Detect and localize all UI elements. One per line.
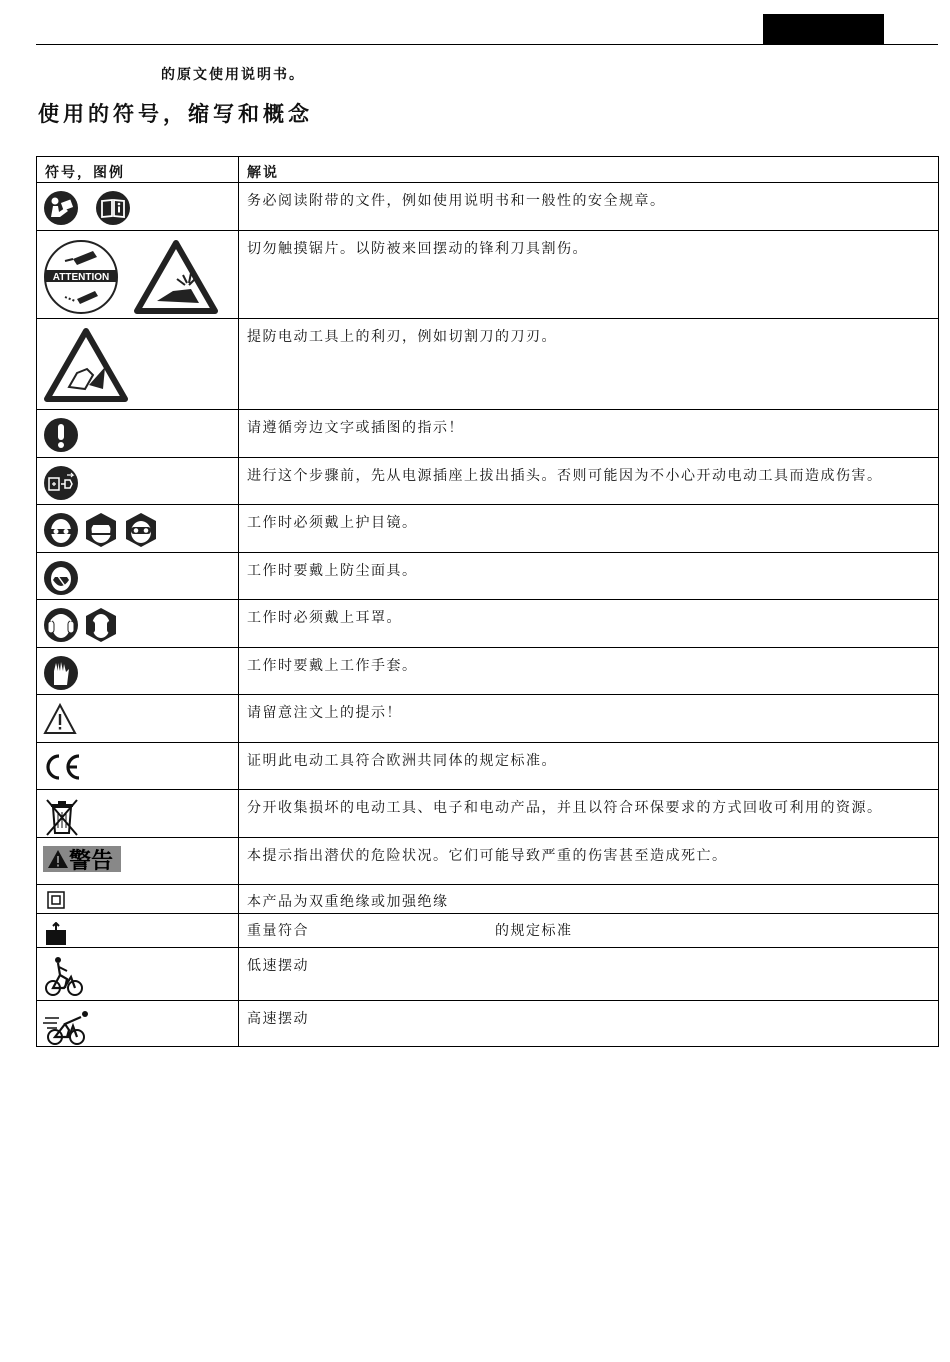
weight-icon bbox=[45, 922, 67, 946]
table-row bbox=[37, 695, 939, 743]
weight-desc-a: 重量符合 bbox=[247, 923, 309, 939]
table-row bbox=[37, 790, 939, 838]
symbols-table bbox=[36, 156, 939, 1047]
goggles-icon bbox=[123, 512, 159, 548]
header-black-bar bbox=[763, 14, 884, 44]
row-desc: 工作时必须戴上护目镜。 bbox=[239, 505, 939, 553]
blade-hazard-triangle-icon bbox=[133, 239, 219, 315]
row-desc: 进行这个步骤前，先从电源插座上拔出插头。否则可能因为不小心开动电动工具而造成伤害。 bbox=[239, 458, 939, 505]
ear-protection-icon bbox=[43, 607, 79, 643]
read-manual-person-icon bbox=[43, 190, 79, 226]
row-desc: 请留意注文上的提示！ bbox=[239, 695, 939, 743]
table-row bbox=[37, 553, 939, 600]
mandatory-exclamation-icon bbox=[43, 417, 79, 453]
row-desc: 本提示指出潜伏的危险状况。它们可能导致严重的伤害甚至造成死亡。 bbox=[239, 838, 939, 885]
table-row bbox=[37, 914, 939, 948]
row-desc: 务必阅读附带的文件，例如使用说明书和一般性的安全规章。 bbox=[239, 183, 939, 231]
weight-desc-b: 的规定标准 bbox=[495, 923, 573, 939]
weee-bin-icon bbox=[43, 797, 81, 837]
table-row bbox=[37, 838, 939, 885]
double-insulation-icon bbox=[47, 891, 65, 909]
col-symbol-header: 符号，图例 bbox=[37, 157, 239, 183]
row-desc: 低速摆动 bbox=[239, 948, 939, 1001]
table-row bbox=[37, 948, 939, 1001]
row-desc: 工作时要戴上工作手套。 bbox=[239, 648, 939, 695]
table-row bbox=[37, 885, 939, 914]
table-row bbox=[37, 505, 939, 553]
low-speed-cyclist-icon bbox=[43, 955, 85, 997]
col-desc-header: 解说 bbox=[239, 157, 939, 183]
row-desc: 高速摆动 bbox=[239, 1001, 939, 1047]
table-row bbox=[37, 600, 939, 648]
warning-badge bbox=[43, 846, 121, 872]
row-desc: 提防电动工具上的利刃，例如切割刀的刀刃。 bbox=[239, 319, 939, 410]
ear-muffs-icon bbox=[83, 607, 119, 643]
manual-info-icon bbox=[95, 190, 131, 226]
attention-blade-icon bbox=[43, 239, 119, 315]
header-rule bbox=[36, 44, 938, 45]
high-speed-cyclist-icon bbox=[43, 1010, 91, 1046]
table-row bbox=[37, 183, 939, 231]
table-row bbox=[37, 648, 939, 695]
row-desc: 本产品为双重绝缘或加强绝缘 bbox=[239, 885, 939, 914]
table-row bbox=[37, 319, 939, 410]
warning-badge-label: 警告 bbox=[69, 848, 114, 874]
intro-text: 的原文使用说明书。 bbox=[161, 67, 305, 83]
table-header-row bbox=[37, 157, 939, 183]
row-desc: 证明此电动工具符合欧洲共同体的规定标准。 bbox=[239, 743, 939, 790]
warning-badge-triangle-icon bbox=[47, 849, 69, 869]
table-row bbox=[37, 1001, 939, 1047]
gloves-icon bbox=[43, 655, 79, 691]
table-row bbox=[37, 743, 939, 790]
attention-label: ATTENTION bbox=[52, 272, 110, 283]
table-row bbox=[37, 458, 939, 505]
face-shield-icon bbox=[83, 512, 119, 548]
sharp-edge-triangle-icon bbox=[43, 327, 129, 403]
row-desc: 工作时必须戴上耳罩。 bbox=[239, 600, 939, 648]
row-desc: 工作时要戴上防尘面具。 bbox=[239, 553, 939, 600]
unplug-icon bbox=[43, 465, 79, 501]
row-desc bbox=[239, 914, 939, 948]
ce-mark-icon bbox=[43, 752, 83, 782]
warning-triangle-icon bbox=[43, 703, 77, 735]
row-desc: 切勿触摸锯片。以防被来回摆动的锋利刀具割伤。 bbox=[239, 231, 939, 319]
table-row bbox=[37, 231, 939, 319]
page-title: 使用的符号，缩写和概念 bbox=[38, 102, 313, 126]
dust-mask-icon bbox=[43, 560, 79, 596]
eye-protection-icon bbox=[43, 512, 79, 548]
table-row bbox=[37, 410, 939, 458]
row-desc: 请遵循旁边文字或插图的指示！ bbox=[239, 410, 939, 458]
row-desc: 分开收集损坏的电动工具、电子和电动产品，并且以符合环保要求的方式回收可利用的资源。 bbox=[239, 790, 939, 838]
